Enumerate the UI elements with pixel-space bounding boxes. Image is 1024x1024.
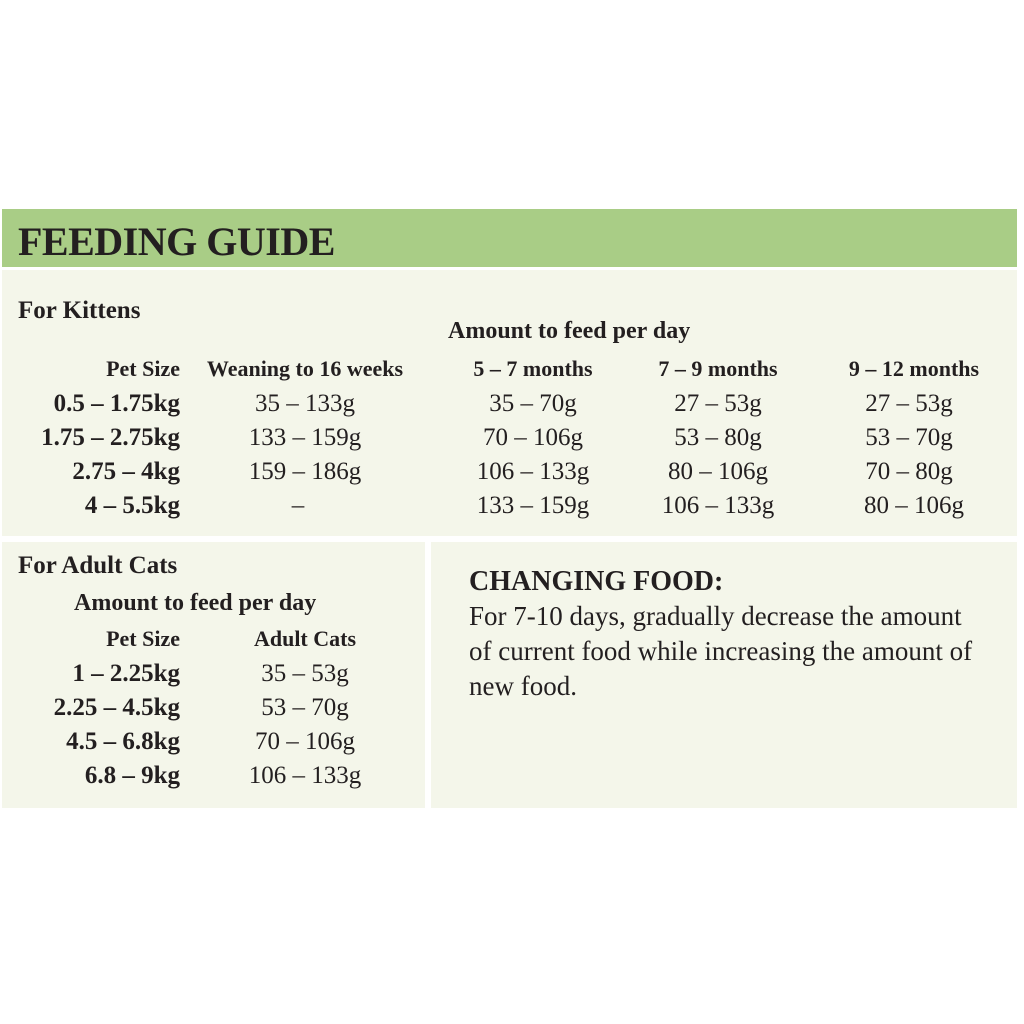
- kittens-col-header-9-12-months: 9 – 12 months: [848, 356, 980, 381]
- adults-section-title: For Adult Cats: [18, 552, 178, 579]
- kittens-amount-cell: 80 – 106g: [864, 492, 964, 519]
- kittens-amount-cell: 80 – 106g: [668, 458, 768, 485]
- adults-pet-size: 6.8 – 9kg: [84, 762, 180, 789]
- adults-pet-size: 4.5 – 6.8kg: [66, 728, 180, 755]
- adults-pet-size: 1 – 2.25kg: [72, 660, 180, 687]
- kittens-amount-cell: 133 – 159g: [476, 492, 590, 519]
- kittens-amount-heading: Amount to feed per day: [448, 318, 691, 344]
- changing-food-title: CHANGING FOOD:: [469, 566, 724, 597]
- kittens-amount-cell: 159 – 186g: [248, 458, 362, 485]
- kittens-amount-cell: 27 – 53g: [865, 390, 953, 417]
- kittens-col-header-5-7-months: 5 – 7 months: [473, 356, 593, 381]
- kittens-amount-cell: 133 – 159g: [248, 424, 362, 451]
- page-title: FEEDING GUIDE: [18, 219, 335, 264]
- adults-amount-cell: 53 – 70g: [261, 694, 349, 721]
- kittens-amount-cell: –: [291, 492, 305, 519]
- kittens-amount-cell: 53 – 80g: [674, 424, 762, 451]
- kittens-col-header-pet-size: Pet Size: [106, 356, 180, 381]
- adults-col-header-pet-size: Pet Size: [106, 626, 180, 651]
- kittens-section-title: For Kittens: [18, 297, 141, 324]
- adults-amount-cell: 70 – 106g: [255, 728, 355, 755]
- adults-amount-heading: Amount to feed per day: [74, 590, 317, 616]
- changing-food-body: For 7-10 days, gradually decrease the amount of current food while increasing the amount of new food.: [469, 601, 973, 701]
- kittens-panel: [2, 270, 1017, 536]
- kittens-amount-cell: 53 – 70g: [865, 424, 953, 451]
- adults-amount-cell: 35 – 53g: [261, 660, 349, 687]
- kittens-amount-cell: 27 – 53g: [674, 390, 762, 417]
- kittens-amount-cell: 106 – 133g: [661, 492, 775, 519]
- kittens-amount-cell: 70 – 106g: [483, 424, 583, 451]
- adults-amount-cell: 106 – 133g: [248, 762, 362, 789]
- kittens-pet-size: 1.75 – 2.75kg: [41, 424, 180, 451]
- kittens-amount-cell: 70 – 80g: [865, 458, 953, 485]
- kittens-col-header-7-9-months: 7 – 9 months: [658, 356, 778, 381]
- kittens-amount-cell: 106 – 133g: [476, 458, 590, 485]
- adults-pet-size: 2.25 – 4.5kg: [53, 694, 180, 721]
- kittens-pet-size: 4 – 5.5kg: [84, 492, 180, 519]
- kittens-amount-cell: 35 – 70g: [489, 390, 577, 417]
- adult-cats-panel: [2, 542, 425, 808]
- kittens-col-header-weaning: Weaning to 16 weeks: [206, 356, 404, 381]
- kittens-amount-cell: 35 – 133g: [255, 390, 355, 417]
- kittens-pet-size: 0.5 – 1.75kg: [53, 390, 180, 417]
- changing-food-panel: [431, 542, 1017, 808]
- kittens-pet-size: 2.75 – 4kg: [72, 458, 180, 485]
- feeding-guide-header: [2, 209, 1017, 267]
- adults-col-header-adult-cats: Adult Cats: [253, 626, 357, 651]
